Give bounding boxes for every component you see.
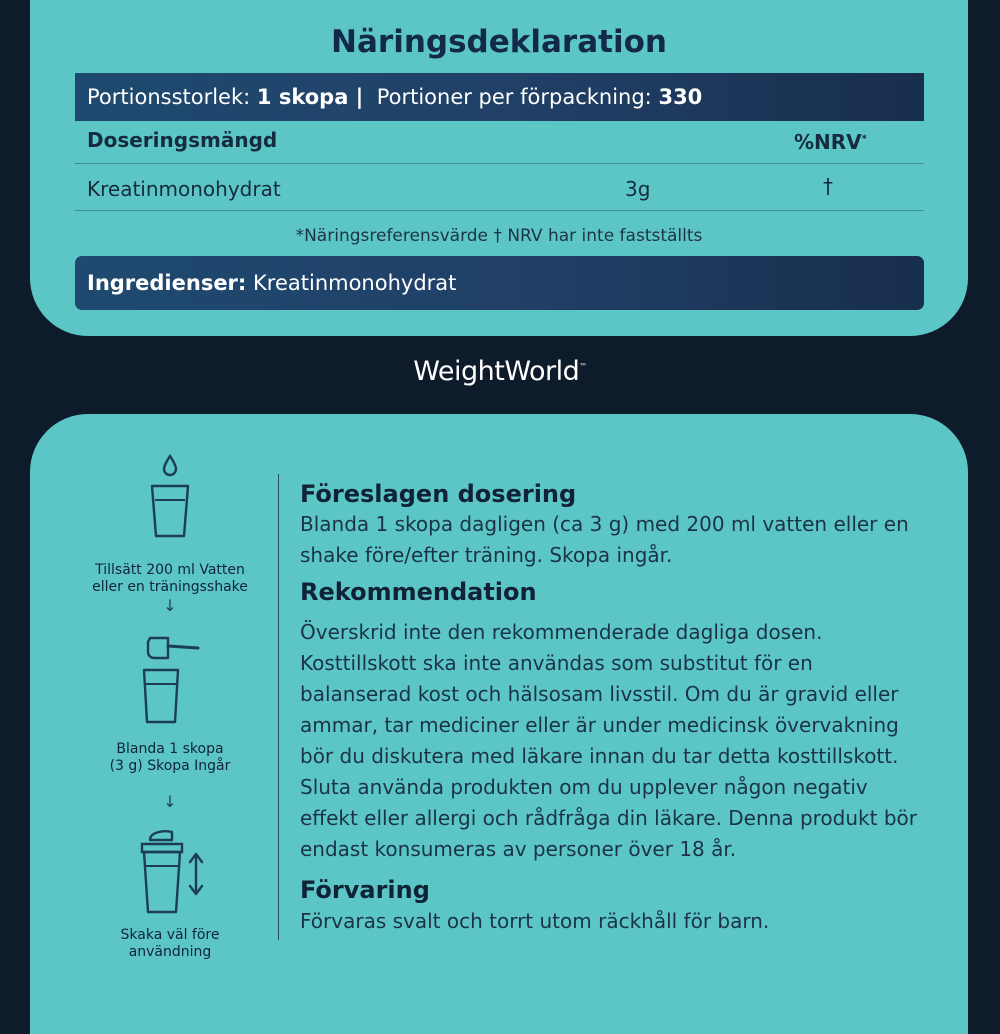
ingredients-value: Kreatinmonohydrat — [253, 271, 457, 295]
nrv-asterisk: * — [861, 133, 867, 145]
weightworld-logo: WeightWorld™ — [413, 356, 587, 387]
step-arrow-1: ↓ — [163, 596, 177, 615]
shaker-icon — [132, 826, 212, 918]
portions-label: Portioner per förpackning: — [376, 85, 652, 109]
table-divider — [75, 210, 924, 211]
row-ingredient-name: Kreatinmonohydrat — [87, 177, 281, 201]
table-divider — [75, 163, 924, 164]
column-divider — [278, 474, 279, 940]
nrv-footnote: *Näringsreferensvärde † NRV har inte fastställts — [295, 226, 703, 246]
serving-size-bar — [75, 73, 924, 121]
storage-heading: Förvaring — [300, 876, 430, 904]
step-1-label: Tillsätt 200 ml Vatten eller en träningsshake — [92, 562, 248, 595]
ingredients-label: Ingredienser: — [87, 271, 247, 295]
trademark-mark: ™ — [579, 362, 587, 371]
glass-with-drop-icon — [140, 452, 200, 544]
ingredients-bar — [75, 256, 924, 310]
col-nrv-header: %NRV* — [794, 130, 867, 154]
serving-value: 1 skopa | — [256, 85, 364, 109]
portions-value: 330 — [658, 85, 703, 109]
step-3-label: Skaka väl före användning — [120, 927, 220, 960]
dosage-heading: Föreslagen dosering — [300, 480, 577, 508]
step-arrow-2: ↓ — [163, 792, 177, 811]
nutrition-title: Näringsdeklaration — [331, 24, 667, 60]
scoop-glass-icon — [132, 628, 212, 728]
col-dose-header: Doseringsmängd — [87, 128, 278, 152]
storage-text: Förvaras svalt och torrt utom räckhåll för barn. — [300, 909, 770, 933]
dosage-text: Blanda 1 skopa dagligen (ca 3 g) med 200 ml vatten eller en shake före/efter träning. Skopa ingår. — [300, 512, 909, 567]
recommendation-heading: Rekommendation — [300, 578, 537, 606]
recommendation-text: Överskrid inte den rekommenderade dagliga dosen. Kosttillskott ska inte användas som substitut för en balanserad kost och hälsosam livsstil. Om du är gravid eller ammar, tar mediciner eller är under medicinsk övervakning bör du diskutera med läkare innan du tar detta kosttillskott. Sluta använda produkten om du upplever någon negativ effekt eller allergi och rådfråga din läkare. Denna produkt bör endast konsumeras av personer över 18 år. — [300, 620, 917, 861]
nutrition-panel — [30, 0, 968, 336]
serving-label: Portionsstorlek: — [87, 85, 251, 109]
row-nrv: † — [823, 174, 833, 198]
step-2-label: Blanda 1 skopa (3 g) Skopa Ingår — [109, 741, 231, 774]
row-amount: 3g — [625, 177, 651, 201]
